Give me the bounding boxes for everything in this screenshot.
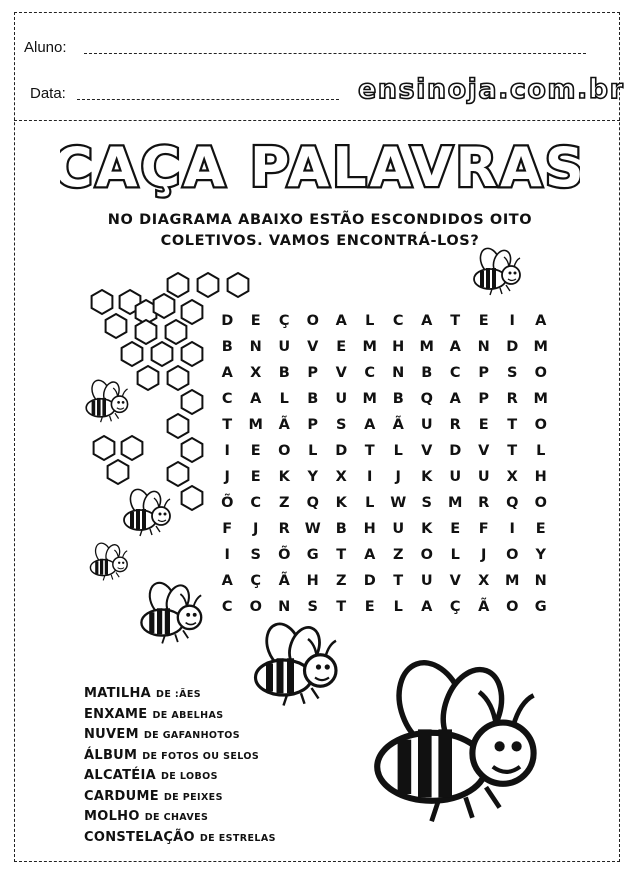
grid-cell[interactable]: A xyxy=(221,573,233,589)
grid-cell[interactable]: D xyxy=(335,443,348,459)
grid-cell[interactable]: I xyxy=(367,469,373,485)
grid-cell[interactable]: L xyxy=(279,391,289,407)
grid-cell[interactable]: O xyxy=(534,495,547,511)
grid-cell[interactable]: V xyxy=(421,443,433,459)
grid-cell[interactable]: H xyxy=(363,521,376,537)
collective-description: DE FOTOS OU SELOS xyxy=(142,750,260,762)
collective-word: ALCATÉIA xyxy=(84,768,156,783)
grid-cell[interactable]: E xyxy=(336,339,347,355)
grid-cell[interactable]: A xyxy=(421,599,433,615)
grid-cell[interactable]: E xyxy=(535,521,546,537)
grid-cell[interactable]: K xyxy=(421,469,433,485)
grid-cell[interactable]: L xyxy=(365,495,375,511)
grid-cell[interactable]: A xyxy=(250,391,262,407)
grid-cell[interactable]: Z xyxy=(392,547,404,563)
grid-cell[interactable]: R xyxy=(278,521,290,537)
collective-description: DE ABELHAS xyxy=(152,709,224,721)
grid-cell[interactable]: L xyxy=(393,443,403,459)
grid-cell[interactable]: V xyxy=(449,573,461,589)
grid-cell[interactable]: N xyxy=(249,339,262,355)
collective-word: CONSTELAÇÃO xyxy=(84,829,195,845)
grid-cell[interactable]: D xyxy=(506,339,519,355)
brand-logo: ensinoja.com.br xyxy=(358,74,625,105)
grid-cell[interactable]: D xyxy=(449,443,462,459)
grid-cell[interactable]: L xyxy=(365,313,375,329)
grid-cell[interactable]: U xyxy=(420,573,433,589)
instructions-line-1: NO DIAGRAMA ABAIXO ESTÃO ESCONDIDOS OITO xyxy=(107,212,533,228)
grid-cell[interactable]: C xyxy=(221,391,233,407)
grid-cell[interactable]: O xyxy=(506,547,519,563)
grid-cell[interactable]: S xyxy=(507,365,518,381)
grid-cell[interactable]: O xyxy=(278,443,291,459)
grid-cell[interactable]: X xyxy=(335,469,347,485)
collective-word: CARDUME xyxy=(84,788,159,804)
grid-cell[interactable]: T xyxy=(364,443,375,459)
grid-cell[interactable]: N xyxy=(534,573,547,589)
grid-cell[interactable]: S xyxy=(250,547,261,563)
grid-cell[interactable]: B xyxy=(392,391,404,407)
grid-cell[interactable]: C xyxy=(449,365,461,381)
grid-cell[interactable]: Õ xyxy=(278,547,291,563)
grid-cell[interactable]: I xyxy=(509,313,515,329)
grid-cell[interactable]: C xyxy=(221,599,233,615)
grid-cell[interactable]: E xyxy=(450,521,461,537)
collective-word: MOLHO xyxy=(84,809,140,824)
grid-cell[interactable]: A xyxy=(364,547,376,563)
grid-cell[interactable]: L xyxy=(308,443,318,459)
grid-cell[interactable]: E xyxy=(250,313,261,329)
grid-cell[interactable]: H xyxy=(392,339,405,355)
grid-cell[interactable]: H xyxy=(534,469,547,485)
grid-cell[interactable]: B xyxy=(278,365,290,381)
grid-cell[interactable]: U xyxy=(420,417,433,433)
grid-cell[interactable]: I xyxy=(509,521,515,537)
grid-cell[interactable]: T xyxy=(507,443,518,459)
grid-cell[interactable]: X xyxy=(506,469,518,485)
grid-cell[interactable]: O xyxy=(506,599,519,615)
instructions-line-2: COLETIVOS. VAMOS ENCONTRÁ-LOS? xyxy=(160,233,480,249)
grid-cell[interactable]: M xyxy=(533,391,548,407)
grid-cell[interactable]: K xyxy=(278,469,290,485)
grid-cell[interactable]: D xyxy=(221,313,234,329)
grid-cell[interactable]: O xyxy=(249,599,262,615)
grid-cell[interactable]: Ç xyxy=(250,573,262,589)
grid-cell[interactable]: O xyxy=(306,313,319,329)
grid-cell[interactable]: R xyxy=(478,495,490,511)
grid-cell[interactable]: L xyxy=(393,599,403,615)
grid-cell[interactable]: Y xyxy=(535,547,546,563)
grid-cell[interactable]: E xyxy=(478,313,489,329)
grid-cell[interactable]: W xyxy=(390,495,407,511)
grid-cell[interactable]: Z xyxy=(278,495,290,511)
grid-cell[interactable]: V xyxy=(307,339,319,355)
grid-cell[interactable]: J xyxy=(253,521,259,537)
grid-cell[interactable]: U xyxy=(335,391,348,407)
grid-cell[interactable]: M xyxy=(362,339,377,355)
grid-cell[interactable]: M xyxy=(533,339,548,355)
grid-cell[interactable]: K xyxy=(335,495,347,511)
grid-cell[interactable]: A xyxy=(449,391,461,407)
grid-cell[interactable]: K xyxy=(421,521,433,537)
grid-cell[interactable]: X xyxy=(250,365,262,381)
grid-cell[interactable]: D xyxy=(363,573,376,589)
grid-cell[interactable]: Q xyxy=(306,495,319,511)
grid-cell[interactable]: P xyxy=(307,365,319,381)
grid-cell[interactable]: Ã xyxy=(478,599,490,615)
grid-cell[interactable]: N xyxy=(477,339,490,355)
grid-cell[interactable]: T xyxy=(336,547,347,563)
grid-cell[interactable]: E xyxy=(364,599,375,615)
date-label: Data: xyxy=(30,85,66,102)
grid-cell[interactable]: U xyxy=(278,339,291,355)
grid-cell[interactable]: B xyxy=(421,365,433,381)
grid-cell[interactable]: J xyxy=(224,469,230,485)
grid-cell[interactable]: U xyxy=(392,521,405,537)
grid-cell[interactable]: Ã xyxy=(278,573,290,589)
grid-cell[interactable]: A xyxy=(535,313,547,329)
grid-cell[interactable]: G xyxy=(534,599,547,615)
grid-cell[interactable]: E xyxy=(478,417,489,433)
grid-cell[interactable]: O xyxy=(534,365,547,381)
grid-cell[interactable]: E xyxy=(250,443,261,459)
grid-cell[interactable]: A xyxy=(364,417,376,433)
grid-cell[interactable]: Ã xyxy=(278,417,290,433)
grid-cell[interactable]: T xyxy=(222,417,233,433)
collective-word: ENXAME xyxy=(84,706,148,722)
grid-cell[interactable]: B xyxy=(221,339,233,355)
grid-cell[interactable]: I xyxy=(224,547,230,563)
grid-cell[interactable]: T xyxy=(507,417,518,433)
grid-cell[interactable]: C xyxy=(392,313,404,329)
collective-word: NUVEM xyxy=(84,727,139,742)
collective-description: DE GAFANHOTOS xyxy=(143,730,240,741)
grid-cell[interactable]: T xyxy=(393,573,404,589)
grid-cell[interactable]: C xyxy=(250,495,262,511)
grid-cell[interactable]: O xyxy=(534,417,547,433)
grid-cell[interactable]: W xyxy=(304,521,321,537)
grid-cell[interactable]: M xyxy=(362,391,377,407)
grid-cell[interactable]: T xyxy=(336,599,347,615)
grid-cell[interactable]: Q xyxy=(420,391,433,407)
grid-cell[interactable]: A xyxy=(221,365,233,381)
grid-cell[interactable]: B xyxy=(335,521,347,537)
grid-cell[interactable]: F xyxy=(478,521,489,537)
collective-description: DE ESTRELAS xyxy=(199,832,276,844)
grid-cell[interactable]: Z xyxy=(335,573,347,589)
grid-cell[interactable]: U xyxy=(477,469,490,485)
grid-cell[interactable]: Õ xyxy=(221,495,234,511)
grid-cell[interactable]: G xyxy=(306,547,319,563)
grid-cell[interactable]: J xyxy=(481,547,487,563)
collective-word: MATILHA xyxy=(84,686,152,701)
collective-description: DE LOBOS xyxy=(160,771,218,782)
grid-cell[interactable]: Q xyxy=(506,495,519,511)
grid-cell[interactable]: V xyxy=(335,365,347,381)
grid-cell[interactable]: E xyxy=(250,469,261,485)
grid-cell[interactable]: A xyxy=(335,313,347,329)
grid-cell[interactable]: Ã xyxy=(392,417,404,433)
grid-cell[interactable]: S xyxy=(307,599,318,615)
grid-cell[interactable]: O xyxy=(420,547,433,563)
page-title-text: CAÇA PALAVRAS xyxy=(60,136,580,199)
grid-cell[interactable]: R xyxy=(449,417,461,433)
grid-cell[interactable]: T xyxy=(450,313,461,329)
grid-cell[interactable]: L xyxy=(450,547,460,563)
grid-cell[interactable]: H xyxy=(306,573,319,589)
grid-cell[interactable]: C xyxy=(364,365,376,381)
collective-description: DE PEIXES xyxy=(163,791,223,803)
grid-cell[interactable]: R xyxy=(506,391,518,407)
collective-description: DE :ÃES xyxy=(156,689,201,700)
grid-cell[interactable]: N xyxy=(392,365,405,381)
grid-cell[interactable]: P xyxy=(307,417,319,433)
grid-cell[interactable]: S xyxy=(336,417,347,433)
grid-cell[interactable]: N xyxy=(278,599,291,615)
grid-cell[interactable]: Ç xyxy=(278,313,290,329)
grid-cell[interactable]: P xyxy=(478,391,490,407)
grid-cell[interactable]: M xyxy=(448,495,463,511)
grid-cell[interactable]: V xyxy=(478,443,490,459)
grid-cell[interactable]: X xyxy=(478,573,490,589)
grid-cell[interactable]: M xyxy=(419,339,434,355)
grid-cell[interactable]: F xyxy=(222,521,233,537)
grid-cell[interactable]: B xyxy=(307,391,319,407)
grid-cell[interactable]: M xyxy=(248,417,263,433)
grid-cell[interactable]: S xyxy=(421,495,432,511)
grid-cell[interactable]: P xyxy=(478,365,490,381)
grid-cell[interactable]: U xyxy=(449,469,462,485)
grid-cell[interactable]: A xyxy=(449,339,461,355)
grid-cell[interactable]: Y xyxy=(307,469,318,485)
grid-cell[interactable]: L xyxy=(536,443,546,459)
grid-cell[interactable]: I xyxy=(224,443,230,459)
student-label: Aluno: xyxy=(24,39,67,56)
grid-cell[interactable]: M xyxy=(505,573,520,589)
grid-cell[interactable]: A xyxy=(421,313,433,329)
grid-cell[interactable]: J xyxy=(395,469,401,485)
collective-word: ÁLBUM xyxy=(84,747,138,763)
grid-cell[interactable]: Ç xyxy=(449,599,461,615)
collective-description: DE CHAVES xyxy=(144,812,209,823)
